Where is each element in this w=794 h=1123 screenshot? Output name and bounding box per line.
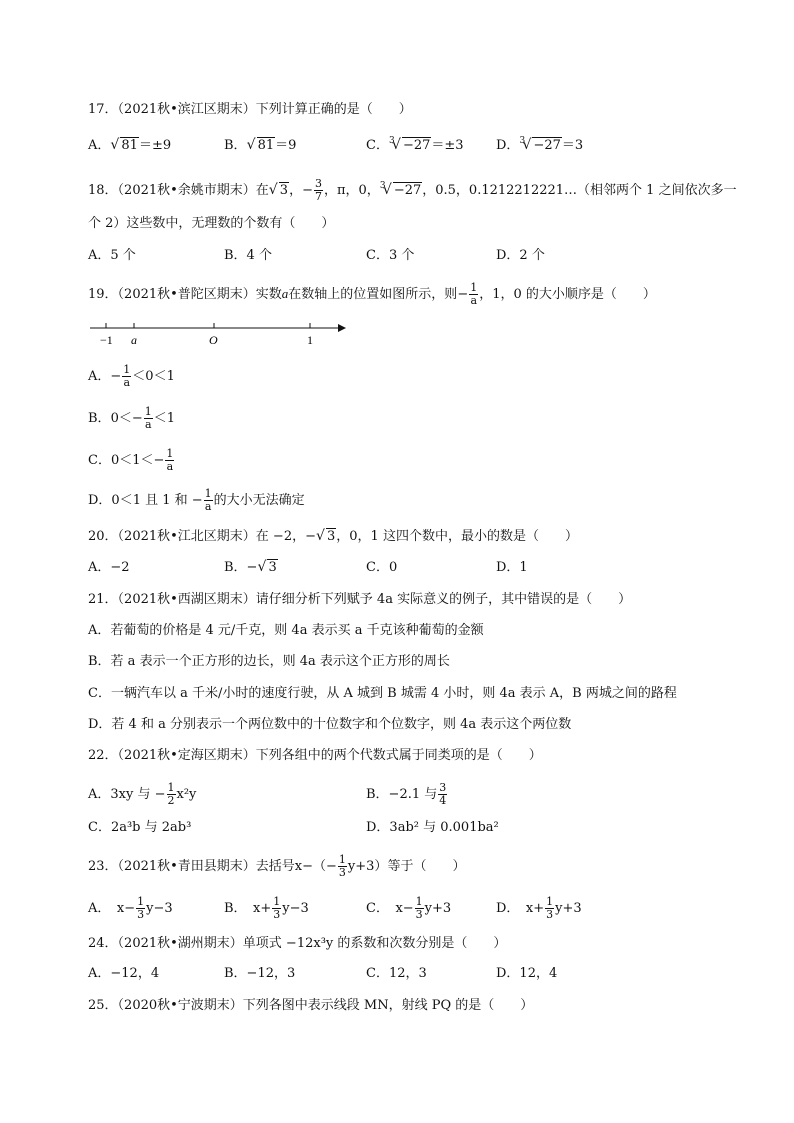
question-19-stem: 19．（2021秋•普陀区期末）实数a在数轴上的位置如图所示，则− $\frac{1}{a}$ ，1，0 的大小顺序是（ ） <box>88 281 656 307</box>
q22-option-c: C．2a³b 与 2ab³ <box>88 820 192 835</box>
q17-option-c: C． √ 3 −27＝±3 <box>366 136 464 156</box>
numline-label-minus1: −1 <box>100 333 113 347</box>
q21-option-d: D．若 4 和 a 分别表示一个两位数中的十位数字和个位数字，则 4a 表示这个两位数 <box>88 717 572 732</box>
q23-option-b: B． x+ $\frac{1}{3}$ y−3 <box>224 895 309 921</box>
q21-option-c: C．一辆汽车以 a 千米/小时的速度行驶，从 A 城到 B 城需 4 小时，则 4a 表示 A，B 两城之间的路程 <box>88 686 677 701</box>
q19-option-a: A．− $\frac{1}{a}$ ＜0＜1 <box>88 363 175 389</box>
q20-option-d: D．1 <box>496 560 528 575</box>
q17-option-a: A．√ 81＝±9 <box>88 136 171 156</box>
question-22-stem: 22．（2021秋•定海区期末）下列各组中的两个代数式属于同类项的是（ ） <box>88 748 542 763</box>
q19-option-d: D．0＜1 且 1 和 − $\frac{1}{a}$ 的大小无法确定 <box>88 487 305 513</box>
q24-option-a: A．−12，4 <box>88 966 160 981</box>
q18-option-c: C．3 个 <box>366 248 415 263</box>
q23-option-d: D． x+ $\frac{1}{3}$ y+3 <box>496 895 582 921</box>
question-17-stem: 17．（2021秋•滨江区期末）下列计算正确的是（ ） <box>88 102 412 117</box>
question-25-stem: 25．（2020秋•宁波期末）下列各图中表示线段 MN，射线 PQ 的是（ ） <box>88 998 534 1013</box>
numline-label-o: O <box>209 333 218 347</box>
q17-option-b: B．√ 81＝9 <box>224 136 296 156</box>
q18-option-b: B．4 个 <box>224 248 272 263</box>
q19-option-c: C．0＜1＜− $\frac{1}{a}$ <box>88 447 174 473</box>
q24-option-b: B．−12，3 <box>224 966 296 981</box>
numline-label-1: 1 <box>307 333 313 347</box>
q22-option-d: D．3ab² 与 0.001ba² <box>366 820 499 835</box>
q20-option-a: A．−2 <box>88 560 130 575</box>
q21-option-b: B．若 a 表示一个正方形的边长，则 4a 表示这个正方形的周长 <box>88 654 450 669</box>
q17-option-d: D． √ 3 −27＝3 <box>496 136 583 156</box>
q18-option-a: A．5 个 <box>88 248 136 263</box>
number-line-diagram <box>88 318 348 348</box>
question-23-stem: 23．（2021秋•青田县期末）去括号x−（− $\frac{1}{3}$ y+3）等于（ ） <box>88 853 466 879</box>
q20-option-b: B．−√ 3 <box>224 558 278 578</box>
q18-option-d: D．2 个 <box>496 248 545 263</box>
question-20-stem: 20．（2021秋•江北区期末）在 −2，−√ 3，0，1 这四个数中，最小的数是（ ） <box>88 527 578 547</box>
question-18-line2: 个 2）这些数中，无理数的个数有（ ） <box>88 216 335 231</box>
question-18-stem: 18．（2021秋•余姚市期末）在√ 3，− $\frac{3}{7}$ ，π，0， √ 3 −27，0.5，0.1212212221…（相邻两个 1 之间依次多一 <box>88 178 737 203</box>
q22-option-b: B．−2.1 与 $\frac{3}{4}$ <box>366 781 447 807</box>
q24-option-d: D．12，4 <box>496 966 558 981</box>
q23-option-a: A． x− $\frac{1}{3}$ y−3 <box>88 895 173 921</box>
q20-option-c: C．0 <box>366 560 398 575</box>
q21-option-a: A．若葡萄的价格是 4 元/千克，则 4a 表示买 a 千克该种葡萄的金额 <box>88 623 484 638</box>
numline-label-a: a <box>131 333 137 347</box>
question-24-stem: 24．（2021秋•湖州期末）单项式 −12x³y 的系数和次数分别是（ ） <box>88 936 507 951</box>
q24-option-c: C．12，3 <box>366 966 427 981</box>
q22-option-a: A．3xy 与 − $\frac{1}{2}$ x²y <box>88 781 197 807</box>
q19-option-b: B．0＜− $\frac{1}{a}$ ＜1 <box>88 405 176 431</box>
question-21-stem: 21．（2021秋•西湖区期末）请仔细分析下列赋予 4a 实际意义的例子，其中错误的是（ ） <box>88 592 632 607</box>
q23-option-c: C． x− $\frac{1}{3}$ y+3 <box>366 895 452 921</box>
